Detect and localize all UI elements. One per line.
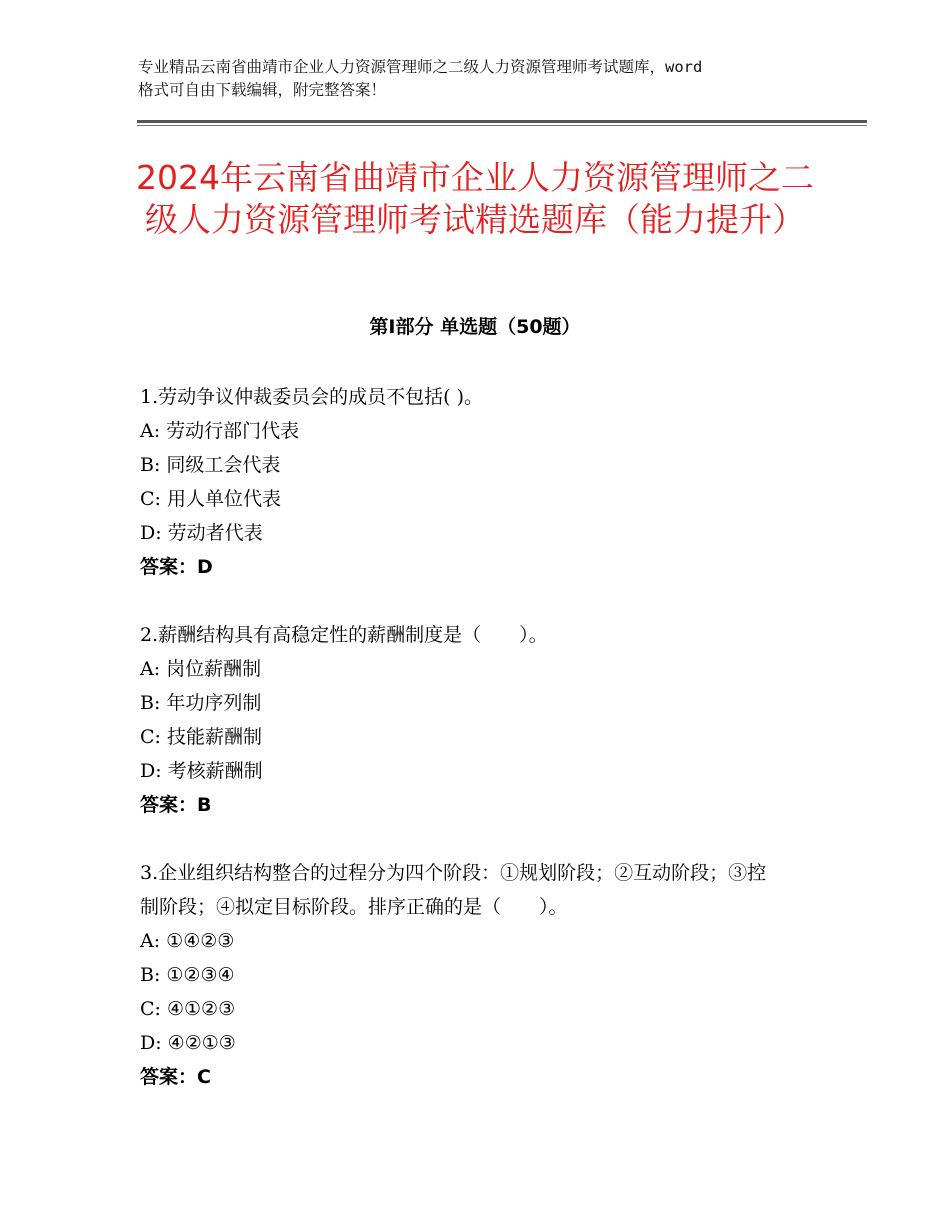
header-note-line-1: 专业精品云南省曲靖市企业人力资源管理师之二级人力资源管理师考试题库，word: [138, 58, 703, 76]
document-title: 2024年云南省曲靖市企业人力资源管理师之二级人力资源管理师考试精选题库（能力提升）: [136, 158, 814, 239]
option-a: A: 劳动行部门代表: [140, 420, 300, 442]
option-c: C: 技能薪酬制: [140, 726, 262, 748]
option-a: A: 岗位薪酬制: [140, 658, 262, 680]
section-heading: 第Ⅰ部分 单选题（50题）: [369, 316, 581, 338]
option-a: A: ①④②③: [140, 930, 235, 952]
question-3: [140, 856, 790, 1094]
option-c: C: ④①②③: [140, 998, 236, 1020]
option-b: B: ①②③④: [140, 964, 235, 986]
header-divider: [137, 120, 867, 123]
answer-label: 答案：B: [140, 794, 212, 816]
question-stem: 1.劳动争议仲裁委员会的成员不包括( )。: [140, 386, 483, 408]
option-b: B: 同级工会代表: [140, 454, 281, 476]
header-note-line-2: 格式可自由下载编辑，附完整答案！: [138, 81, 387, 99]
option-b: B: 年功序列制: [140, 692, 262, 714]
question-stem: 3.企业组织结构整合的过程分为四个阶段：①规划阶段；②互动阶段；③控制阶段；④拟定目标阶段。排序正确的是（ ）。: [140, 862, 767, 918]
option-d: D: 劳动者代表: [140, 522, 263, 544]
option-c: C: 用人单位代表: [140, 488, 281, 510]
question-list: [140, 380, 790, 1128]
answer-label: 答案：D: [140, 556, 213, 578]
question-stem: 2.薪酬结构具有高稳定性的薪酬制度是（ ）。: [140, 624, 548, 646]
answer-label: 答案：C: [140, 1066, 211, 1088]
option-d: D: 考核薪酬制: [140, 760, 263, 782]
header-divider-thin: [137, 125, 867, 126]
option-d: D: ④②①③: [140, 1032, 236, 1054]
question-2: [140, 618, 790, 822]
header-note: [138, 56, 828, 102]
question-1: [140, 380, 790, 584]
